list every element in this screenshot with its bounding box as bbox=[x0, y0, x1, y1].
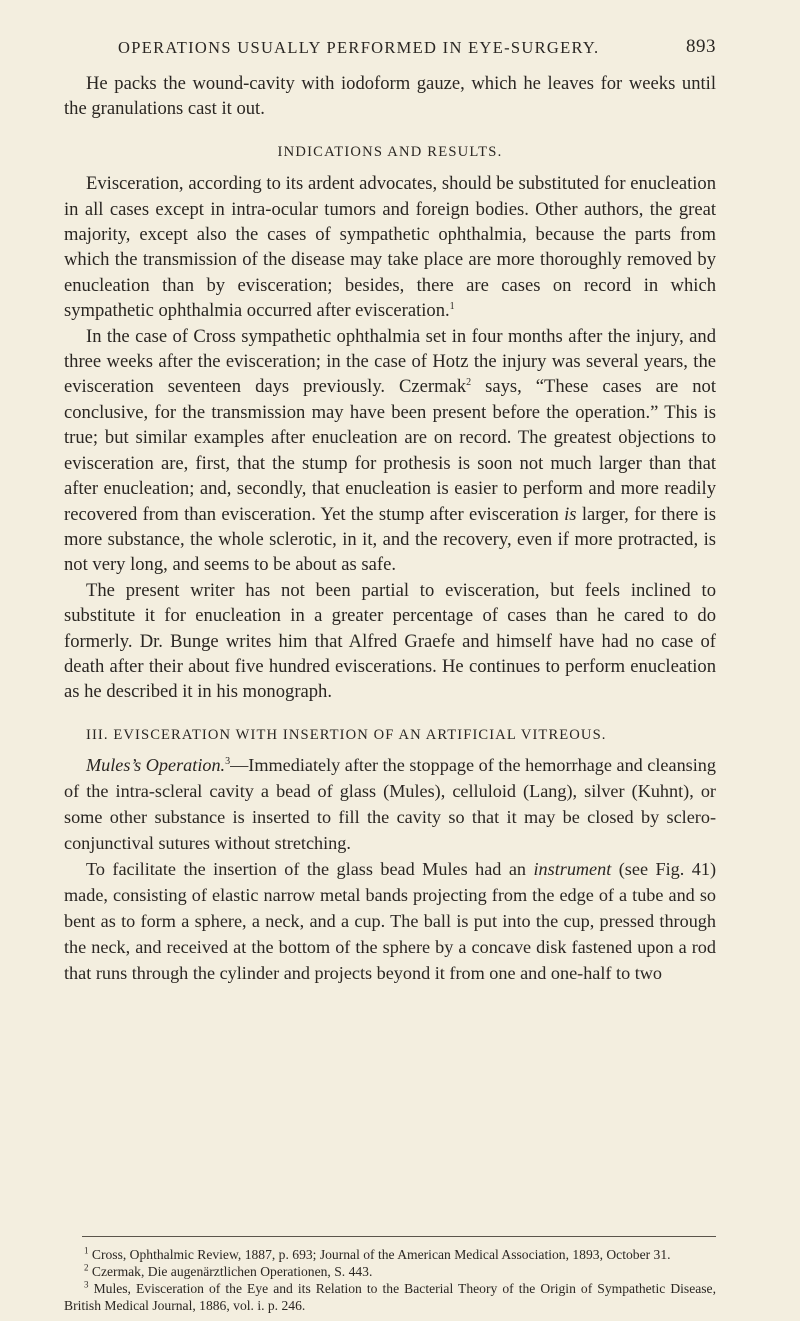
paragraph-5 bbox=[64, 856, 716, 986]
paragraph-4-lead: Mules’s Operation. bbox=[86, 755, 226, 776]
page-number: 893 bbox=[686, 36, 716, 57]
footnote-1 bbox=[64, 1246, 716, 1263]
footnote-2 bbox=[64, 1263, 716, 1280]
paragraph-5-text-a: To facilitate the insertion of the glass bead Mules had an bbox=[86, 859, 534, 880]
paragraph-5-emphasis: instrument bbox=[533, 859, 612, 880]
section-3-heading: III. EVISCERATION WITH INSERTION OF AN ARTIFICIAL VITREOUS. bbox=[86, 726, 607, 743]
paragraph-1 bbox=[64, 171, 716, 323]
footnote-3 bbox=[64, 1280, 716, 1314]
footnote-1-number: 1 bbox=[84, 1245, 89, 1256]
footnote-ref-2: 2 bbox=[466, 377, 472, 389]
body-text bbox=[64, 71, 716, 986]
footnote-3-number: 3 bbox=[84, 1279, 89, 1290]
section-heading: INDICATIONS AND RESULTS. bbox=[277, 143, 503, 160]
paragraph-2-text-c: larger, for there is more substance, the whole sclerotic, in it, and the recovery, even if more protracted, is not very long, and seems to be about as safe. bbox=[64, 503, 716, 576]
paragraph-2-text-a: In the case of Cross sympathetic ophthalmia set in four months after the injury, and three weeks after the evisceration; in the case of Hotz the injury was several years, the evisceration seventeen days previously. Czermak bbox=[64, 325, 716, 398]
footnote-1-text: Cross, Ophthalmic Review, 1887, p. 693; Journal of the American Medical Association, 1893, October 31. bbox=[91, 1247, 671, 1262]
footnote-2-number: 2 bbox=[84, 1262, 89, 1273]
footnote-ref-1: 1 bbox=[449, 301, 455, 313]
footnote-2-text: Czermak, Die augenärztlichen Operationen, S. 443. bbox=[91, 1264, 373, 1279]
paragraph-1-text: Evisceration, according to its ardent advocates, should be substituted for enucleation in all cases except in intra-ocular tumors and foreign bodies. Other authors, the great majority, except also the cases of sympathetic ophthalmia, because the parts from which the transmission of the disease may take place are more thoroughly removed by enucleation than by evisceration; besides, there are cases on record in which sympathetic ophthalmia occurred after evisceration. bbox=[64, 173, 716, 322]
paragraph-5-text-b: (see Fig. 41) made, consisting of elastic narrow metal bands projecting from the edge of a tube and so bent as to form a sphere, a neck, and a cup. The ball is put into the cup, pressed through the neck, and received at the bottom of the sphere by a concave disk fastened upon a rod that runs through the cylinder and projects beyond it from one and one-half to two bbox=[64, 859, 716, 984]
paragraph-2 bbox=[64, 324, 716, 578]
paragraph-3: The present writer has not been partial to evisceration, but feels inclined to substitute it for enucleation in a greater percentage of cases than he cared to do formerly. Dr. Bunge writes him that Alfred Graefe and himself have had no case of death after their about five hundred eviscerations. He continues to perform enucleation as he described it in his monograph. bbox=[64, 579, 716, 703]
running-head-title: OPERATIONS USUALLY PERFORMED IN EYE-SURGERY. bbox=[118, 38, 600, 57]
footnote-3-text: Mules, Evisceration of the Eye and its Relation to the Bacterial Theory of the Origin of Sympathetic Disease, British Medical Journal, 1886, vol. i. p. 246. bbox=[64, 1281, 716, 1313]
footnotes bbox=[64, 1246, 716, 1314]
footnote-rule bbox=[82, 1236, 716, 1237]
paragraph-2-emphasis: is bbox=[564, 503, 577, 525]
paragraph-4-text: —Immediately after the stoppage of the hemorrhage and cleansing of the intra-scleral cavity a bead of glass (Mules), celluloid (Lang), silver (Kuhnt), or some other substance is inserted to fill the cavity so that it may be closed by sclero-conjunctival sutures without stretching. bbox=[64, 755, 716, 854]
footnote-ref-3: 3 bbox=[225, 756, 231, 768]
paragraph-2-text-b: says, “These cases are not conclusive, for the transmission may have been present before the operation.” This is true; but similar examples after enucleation are on record. The greatest objections to evisceration are, first, that the stump for prothesis is soon not much larger than that after enucleation; and, secondly, that enucleation is easier to perform and more readily recovered from than evisceration. Yet the stump after evisceration bbox=[64, 376, 717, 525]
intro-paragraph: He packs the wound-cavity with iodoform gauze, which he leaves for weeks until the granulations cast it out. bbox=[64, 73, 716, 120]
paragraph-4 bbox=[64, 752, 716, 856]
